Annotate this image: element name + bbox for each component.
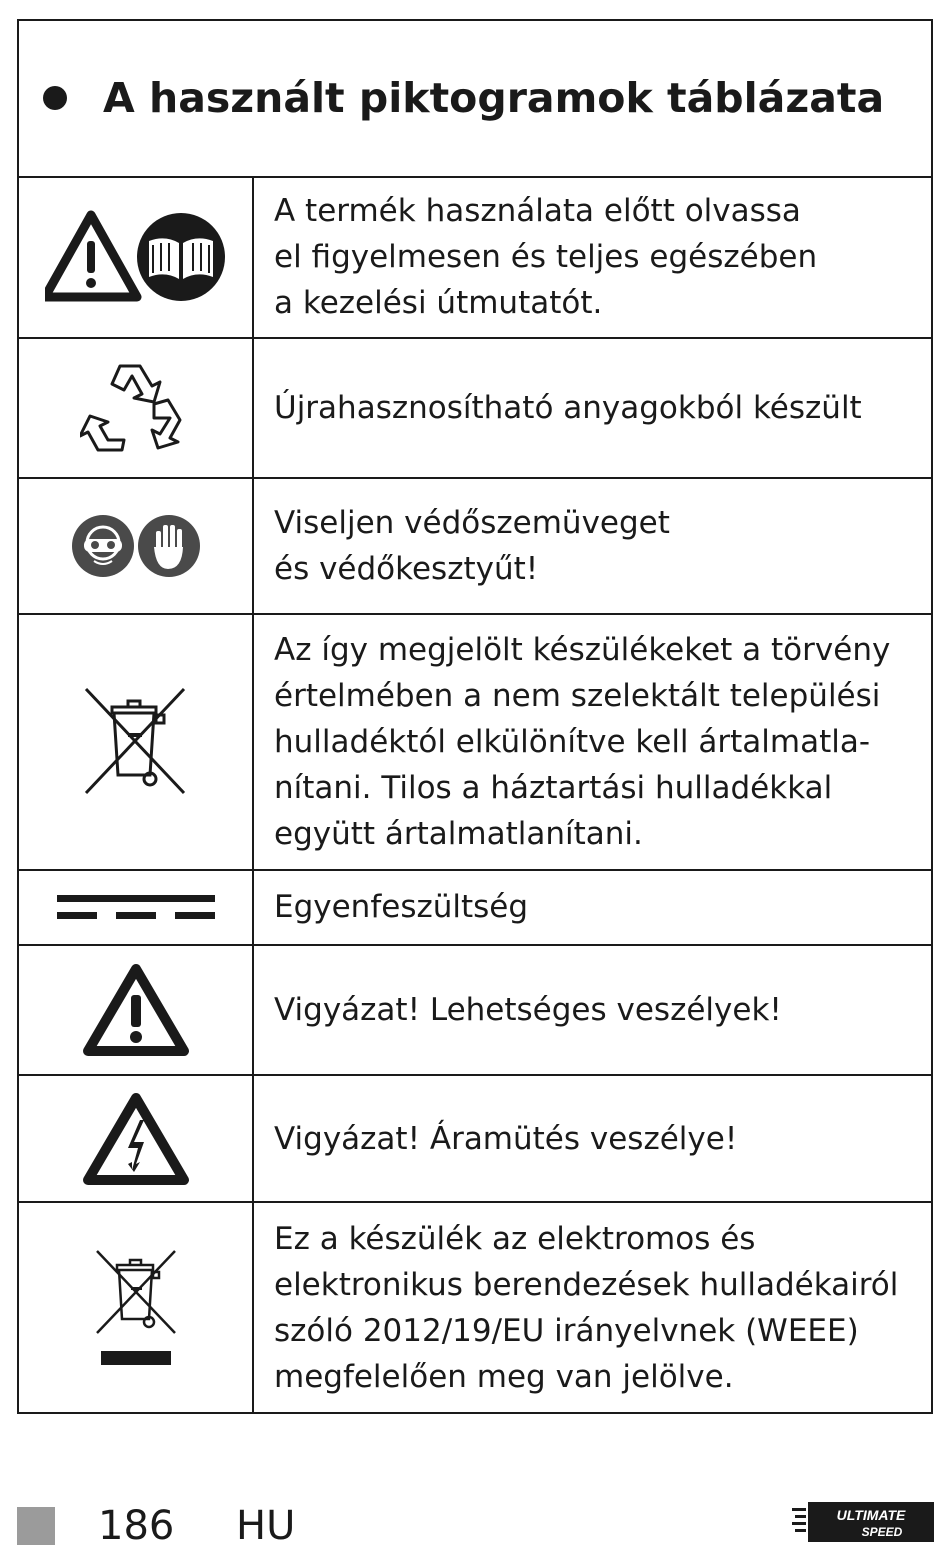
row-text: Egyenfeszültség: [274, 889, 529, 926]
row-text: Viseljen védőszemüveget és védőkesztyűt!: [274, 505, 670, 588]
row-text: Vigyázat! Lehetséges veszélyek!: [274, 992, 782, 1029]
table-row: [19, 479, 931, 615]
row-text: Az így megjelölt készülékeket a törvény értelmében a nem szelektált települési hulladéktól elkülönítve kell ártalmatla- nítani. Tilos a háztartási hulladékkal együtt ártalmatlanítani.: [274, 631, 891, 852]
bullet-icon: [43, 86, 67, 110]
crossed-bin-icon: [19, 615, 254, 869]
page-number: 186: [98, 1503, 175, 1549]
svg-text:ULTIMATE: ULTIMATE: [836, 1507, 906, 1523]
language-code: HU: [236, 1503, 296, 1549]
row-text: A termék használata előtt olvassa el figyelmesen és teljes egészében a kezelési útmutatót.: [274, 193, 818, 322]
weee-bin-icon: [19, 1203, 254, 1412]
page-marker-square: [17, 1507, 55, 1545]
row-text: Ez a készülék az elektromos és elektronikus berendezések hulladékairól szóló 2012/19/EU irányelvnek (WEEE) megfelelően meg van jelölve.: [274, 1220, 899, 1395]
row-text: Vigyázat! Áramütés veszélye!: [274, 1120, 738, 1157]
table-row: [19, 871, 931, 946]
svg-text:SPEED: SPEED: [861, 1525, 903, 1539]
table-header: [19, 21, 931, 178]
table-row: [19, 946, 931, 1077]
recycle-icon: [19, 339, 254, 478]
table-row: [19, 1203, 931, 1412]
table-row: [19, 1076, 931, 1203]
goggles-gloves-icon: [19, 479, 254, 613]
direct-current-icon: [19, 871, 254, 944]
page-title: A használt piktogramok táblázata: [103, 74, 885, 123]
table-row: [19, 339, 931, 480]
table-row: [19, 178, 931, 339]
warning-icon: [19, 946, 254, 1075]
electric-shock-icon: [19, 1076, 254, 1201]
pictogram-table: [17, 19, 933, 1414]
row-text: Újrahasznosítható anyagokból készült: [274, 389, 862, 426]
warning-read-manual-icon: [19, 178, 254, 337]
table-row: [19, 615, 931, 871]
brand-logo: [792, 1500, 934, 1544]
